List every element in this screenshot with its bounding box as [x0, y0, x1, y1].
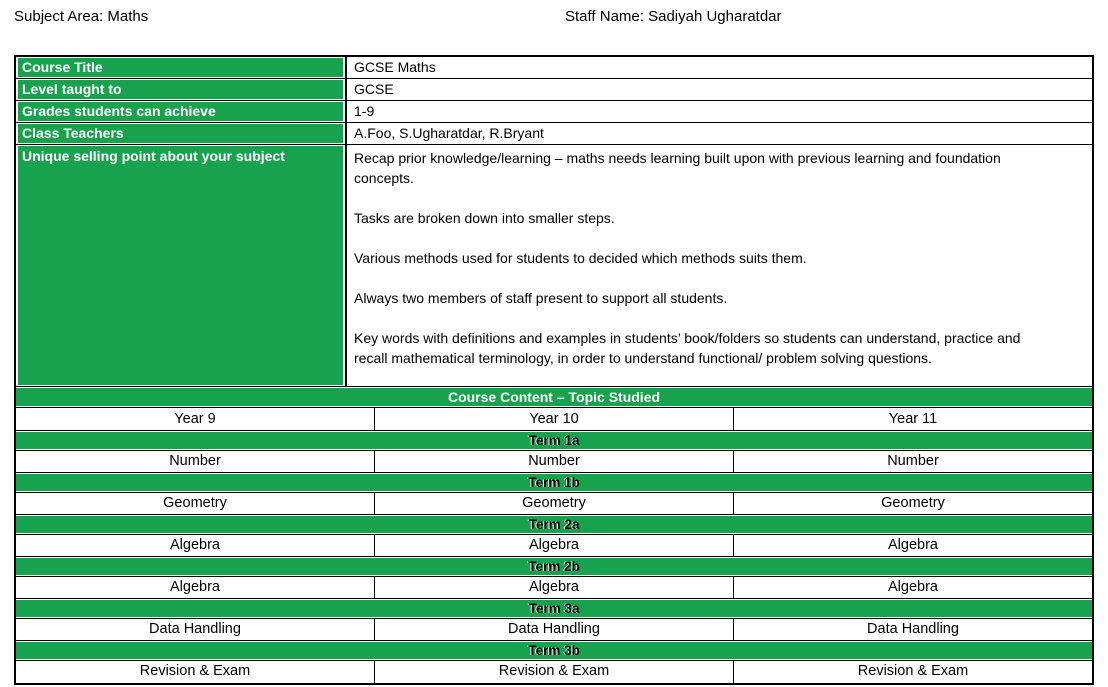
topic-cell: Algebra	[733, 577, 1092, 598]
usp-text	[347, 145, 1092, 386]
topic-cell: Algebra	[733, 535, 1092, 556]
year-header-row	[16, 408, 1092, 431]
term-1a-topics-row	[16, 451, 1092, 473]
course-content-banner: Course Content – Topic Studied	[16, 387, 1092, 408]
level-taught-value: GCSE	[354, 81, 394, 97]
term-3a-banner: Term 3a	[16, 599, 1092, 619]
term-3a-topics-row	[16, 619, 1092, 641]
term-1b-banner: Term 1b	[16, 473, 1092, 493]
term-1a-banner: Term 1a	[16, 431, 1092, 451]
course-title-value: GCSE Maths	[354, 59, 436, 75]
term-3b-banner: Term 3b	[16, 641, 1092, 661]
usp-paragraph: Tasks are broken down into smaller steps.	[354, 210, 615, 226]
topic-cell: Algebra	[170, 579, 220, 595]
term-2b-banner: Term 2b	[16, 557, 1092, 577]
term-2b-topics-row	[16, 577, 1092, 599]
topic-cell: Data Handling	[149, 621, 241, 637]
topic-cell: Geometry	[733, 493, 1092, 514]
term-2a-banner: Term 2a	[16, 515, 1092, 535]
grades-label: Grades students can achieve	[16, 101, 347, 122]
topic-cell: Revision & Exam	[139, 663, 251, 679]
level-taught-label: Level taught to	[16, 79, 347, 100]
usp-paragraph: Various methods used for students to decided which methods suits them.	[354, 250, 807, 266]
topic-cell: Data Handling	[733, 619, 1092, 640]
term-2a-topics-row	[16, 535, 1092, 557]
year-11-header: Year 11	[733, 408, 1092, 430]
topic-cell: Number	[733, 451, 1092, 472]
table-row-unique-selling-point	[16, 145, 1092, 387]
table-row-course-title	[16, 57, 1092, 79]
topic-cell: Algebra	[374, 535, 733, 556]
course-title-label: Course Title	[16, 57, 347, 78]
topic-cell: Geometry	[374, 493, 733, 514]
topic-cell: Revision & Exam	[733, 661, 1092, 683]
term-1b-topics-row	[16, 493, 1092, 515]
topic-cell: Algebra	[170, 537, 220, 553]
usp-paragraph: Recap prior knowledge/learning – maths needs learning built upon with previous learning and foundation concepts.	[354, 150, 1001, 186]
staff-name-label: Staff Name: Sadiyah Ugharatdar	[565, 8, 782, 25]
term-3b-topics-row	[16, 661, 1092, 683]
topic-cell: Algebra	[374, 577, 733, 598]
usp-label: Unique selling point about your subject	[16, 145, 347, 386]
grades-value: 1-9	[354, 103, 375, 119]
usp-paragraph: Key words with definitions and examples in students’ book/folders so students can understand, practice and recall mathematical terminology, in order to understand functional/ problem solving questions.	[354, 330, 1021, 366]
topic-cell: Geometry	[163, 495, 227, 511]
subject-area-label: Subject Area: Maths	[14, 8, 149, 25]
year-9-header: Year 9	[174, 411, 216, 427]
course-overview-table	[14, 55, 1094, 685]
year-10-header: Year 10	[374, 408, 733, 430]
topic-cell: Data Handling	[374, 619, 733, 640]
class-teachers-value: A.Foo, S.Ugharatdar, R.Bryant	[354, 125, 544, 141]
class-teachers-label: Class Teachers	[16, 123, 347, 144]
table-row-level-taught	[16, 79, 1092, 101]
table-row-grades	[16, 101, 1092, 123]
topic-cell: Number	[374, 451, 733, 472]
usp-paragraph: Always two members of staff present to support all students.	[354, 290, 728, 306]
table-row-class-teachers	[16, 123, 1092, 145]
topic-cell: Revision & Exam	[374, 661, 733, 683]
topic-cell: Number	[169, 453, 221, 469]
